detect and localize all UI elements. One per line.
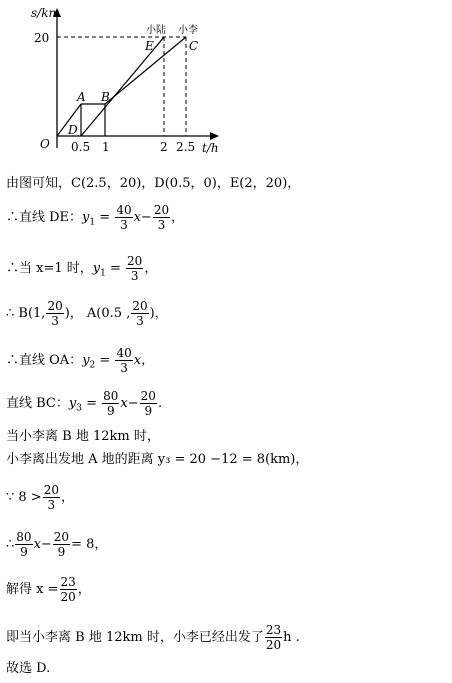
- point-A-label: A: [77, 90, 86, 104]
- fraction: $\frac{20}{3}$: [132, 299, 148, 328]
- solution-line-8: 小李离出发地 A 地的距离 y₃ = 20 −12 = 8(km)，: [6, 452, 309, 467]
- fraction: $\frac{80}{9}$: [103, 389, 119, 418]
- solution-line-13: 故选 D.: [6, 661, 51, 676]
- solution-line-1: 由图可知，C(2.5，20)，D(0.5，0)，E(2，20)，: [6, 176, 301, 191]
- solution-line-9: ∵ 8 > $\frac{20}{3}$ ，: [6, 483, 74, 512]
- label-xiaoli: 小李: [178, 25, 198, 36]
- origin-label: O: [40, 137, 50, 151]
- x-axis-label: t/h: [202, 141, 219, 155]
- y-tick-20: 20: [34, 31, 50, 45]
- point-E-label: E: [145, 39, 154, 53]
- fraction: $\frac{20}{9}$: [140, 389, 156, 418]
- solution-line-11: 解得 x = $\frac{23}{20}$ ，: [6, 575, 91, 604]
- x-tick-1: 1: [102, 140, 110, 154]
- solution-line-6: 直线 BC：$y_3$ = $\frac{80}{9}$ x− $\frac{20}{9}$ .: [6, 389, 163, 418]
- solution-line-7: 当小李离 B 地 12km 时，: [6, 429, 160, 444]
- x-axis-arrow: [210, 132, 219, 140]
- fraction: $\frac{80}{9}$: [16, 530, 32, 559]
- point-B-label: B: [101, 90, 110, 104]
- solution-line-4: ∴ B(1, $\frac{20}{3}$ )， A(0.5 , $\frac{20}{3}$ )，: [6, 299, 168, 328]
- fraction: $\frac{20}{3}$: [43, 483, 59, 512]
- fraction: $\frac{23}{20}$: [265, 623, 282, 652]
- x-tick-2: 2: [160, 140, 168, 154]
- fraction: $\frac{20}{3}$: [127, 254, 143, 283]
- fraction: $\frac{40}{3}$: [116, 346, 132, 375]
- fraction: $\frac{23}{20}$: [60, 575, 76, 604]
- fraction: $\frac{20}{3}$: [47, 299, 63, 328]
- point-C-label: C: [189, 39, 199, 53]
- x-tick-05: 0.5: [71, 140, 91, 154]
- distance-time-graph: [0, 0, 452, 160]
- solution-line-10: ∴ $\frac{80}{9}$ x− $\frac{20}{9}$ = 8，: [6, 530, 108, 559]
- solution-line-5: ∴直线 OA：$y_2$ = $\frac{40}{3}$ x，: [6, 346, 155, 375]
- solution-line-12: 即当小李离 B 地 12km 时，小李已经出发了 $\frac{23}{20}$ h .: [6, 623, 300, 652]
- y-axis-label: s/km: [31, 6, 60, 20]
- x-tick-25: 2.5: [176, 140, 196, 154]
- point-D-label: D: [68, 123, 78, 137]
- fraction: $\frac{20}{9}$: [53, 530, 70, 559]
- fraction: $\frac{20}{3}$: [153, 203, 170, 232]
- label-xiaolu: 小陆: [146, 25, 166, 36]
- fraction: $\frac{40}{3}$: [116, 203, 132, 232]
- solution-line-3: ∴当 x=1 时，$y_1$ = $\frac{20}{3}$ ，: [6, 254, 158, 283]
- solution-line-2: ∴直线 DE：$y_1$ = $\frac{40}{3}$ x− $\frac{20}{3}$ ，: [6, 203, 185, 232]
